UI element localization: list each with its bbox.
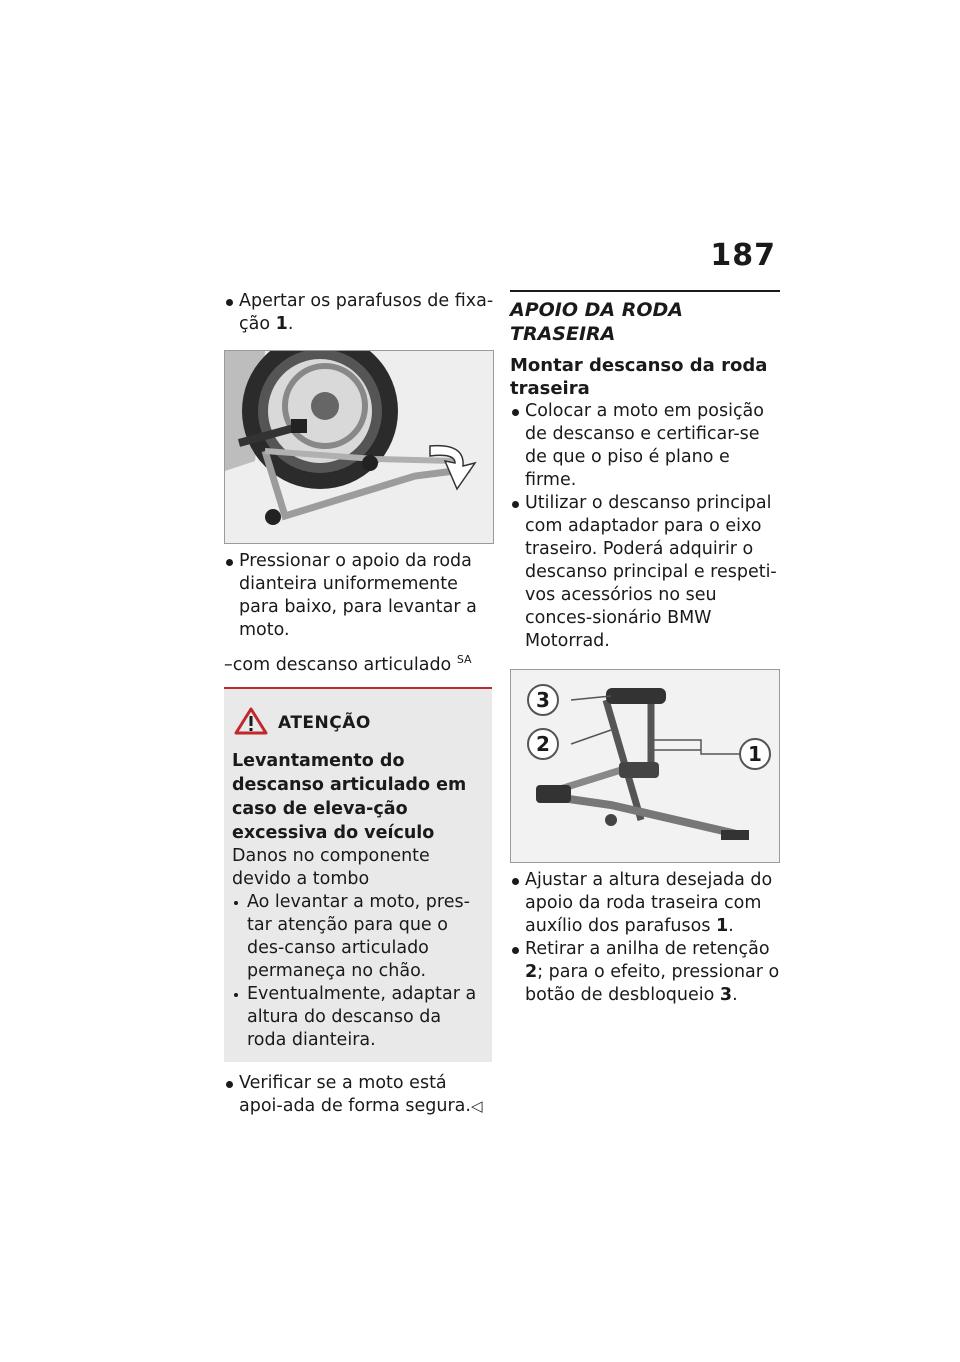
warning-item: Eventualmente, adaptar a altura do descanso da roda dianteira. xyxy=(232,983,484,1052)
list-item: Colocar a moto em posição de descanso e certificar-se de que o piso é plano e firme. xyxy=(510,400,780,492)
front-wheel-stand-figure xyxy=(224,350,494,544)
rear-stand-illustration xyxy=(511,670,779,862)
warning-item: Ao levantar a moto, pres-tar atenção para que o des-canso articulado permaneça no chão. xyxy=(232,891,484,983)
list-item: Apertar os parafusos de fixa-ção 1. xyxy=(224,290,494,336)
callout-3: 3 xyxy=(536,688,550,712)
section-title: APOIO DA RODA TRASEIRA xyxy=(510,290,780,346)
right-column xyxy=(510,290,780,1007)
callout-2: 2 xyxy=(536,732,550,756)
front-stand-illustration xyxy=(225,351,493,543)
left-column xyxy=(224,290,494,1118)
warning-description: Danos no componente devido a tombo xyxy=(232,845,430,889)
warning-box xyxy=(224,687,492,1062)
warning-subtitle: Levantamento do descanso articulado em caso de eleva-ção excessiva do veículo xyxy=(232,750,467,843)
list-item: Utilizar o descanso principal com adaptador para o eixo traseiro. Poderá adquirir o descanso principal e respeti-vos acessórios no seu conces-sionário BMW Motorrad. xyxy=(510,492,780,653)
end-mark: ◁ xyxy=(470,1096,483,1115)
list-item: Pressionar o apoio da roda dianteira uniformemente para baixo, para levantar a moto. xyxy=(224,550,494,642)
warning-header xyxy=(232,707,484,739)
callout-1: 1 xyxy=(748,742,762,766)
list-item: Retirar a anilha de retenção 2; para o efeito, pressionar o botão de desbloqueio 3. xyxy=(510,938,780,1007)
rear-wheel-stand-figure xyxy=(510,669,780,863)
warning-triangle-icon xyxy=(234,707,268,739)
warning-title: ATENÇÃO xyxy=(278,712,371,733)
list-item: Ajustar a altura desejada do apoio da roda traseira com auxílio dos parafusos 1. xyxy=(510,869,780,938)
condition-line: –com descanso articulado $^{SA}$ xyxy=(224,653,472,675)
list-item: Verificar se a moto está apoi-ada de forma segura.◁ xyxy=(224,1072,494,1118)
page-number: 187 xyxy=(710,238,776,273)
subsection-title: Montar descanso da roda traseira xyxy=(510,355,768,399)
